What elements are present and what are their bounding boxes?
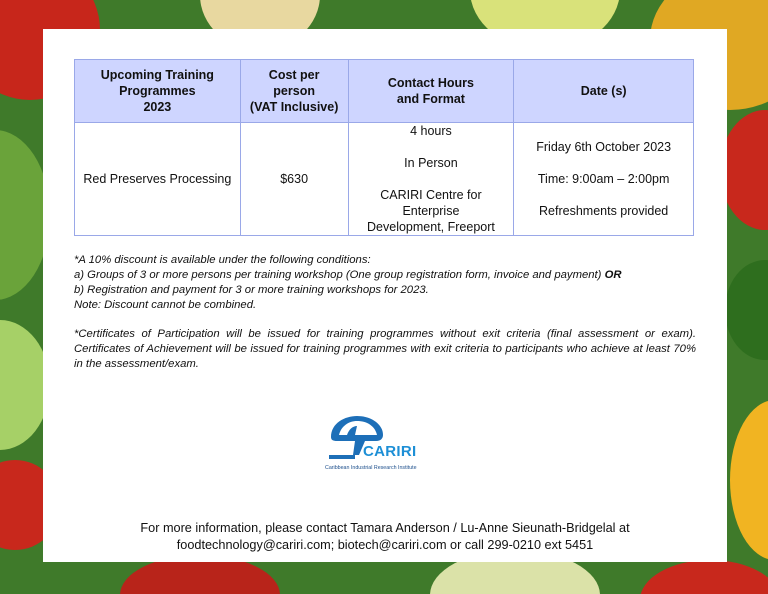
cell-contact-hours <box>348 123 514 236</box>
logo-tagline: Caribbean Industrial Research Institute <box>325 465 417 471</box>
logo-wordmark: CARIRI <box>363 443 417 460</box>
time: Time: 9:00am – 2:00pm <box>537 172 670 186</box>
location-line2: Development, Freeport <box>367 220 495 234</box>
cell-programme: Red Preserves Processing <box>75 123 241 236</box>
contact-footer <box>43 520 727 554</box>
location-line1: CARIRI Centre for Enterprise <box>380 188 482 218</box>
header-programmes: Upcoming Training Programmes 2023 <box>75 60 241 123</box>
header-dates: Date (s) <box>514 60 694 123</box>
cell-dates <box>514 123 694 236</box>
discount-note: Note: Discount cannot be combined. <box>74 299 257 311</box>
certificates-note: *Certificates of Participation will be issued for training programmes without exit criteria (final assessment or exam). Certificates of Achievement will be issued for training programmes with exit criteria to participants who achieve at least 70% in the assessment/exam. <box>74 328 696 370</box>
footer-line1: For more information, please contact Tamara Anderson / Lu-Anne Sieunath-Bridgelal at <box>140 521 630 535</box>
date: Friday 6th October 2023 <box>536 140 672 154</box>
notes-section <box>74 253 696 372</box>
cell-cost: $630 <box>240 123 348 236</box>
refreshments: Refreshments provided <box>539 204 669 218</box>
discount-condition-a: a) Groups of 3 or more persons per training workshop (One group registration form, invoice and payment) OR <box>74 269 622 281</box>
header-cost: Cost per person (VAT Inclusive) <box>240 60 348 123</box>
training-table <box>74 59 694 236</box>
table-row <box>75 123 694 236</box>
info-card <box>43 29 727 562</box>
table-header-row <box>75 60 694 123</box>
discount-intro: *A 10% discount is available under the following conditions: <box>74 254 371 266</box>
discount-condition-b: b) Registration and payment for 3 or more training workshops for 2023. <box>74 284 429 296</box>
header-contact-hours: Contact Hours and Format <box>348 60 514 123</box>
cariri-logo <box>325 415 435 477</box>
contact-hours: 4 hours <box>410 124 452 138</box>
footer-line2: foodtechnology@cariri.com; biotech@cariri.com or call 299-0210 ext 5451 <box>176 538 594 552</box>
format: In Person <box>404 156 458 170</box>
